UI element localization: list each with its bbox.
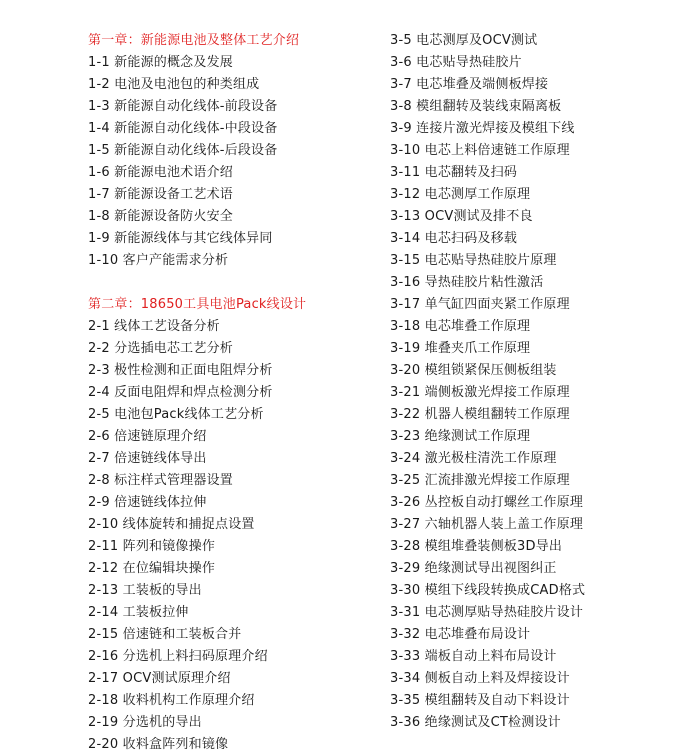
list-item: 1-6 新能源电池术语介绍: [88, 165, 233, 180]
list-item: 3-7 电芯堆叠及端侧板焊接: [390, 77, 549, 92]
list-item: 3-5 电芯测厚及OCV测试: [390, 33, 538, 48]
list-item: 3-22 机器人模组翻转工作原理: [390, 407, 570, 422]
list-item: 2-16 分选机上料扫码原理介绍: [88, 649, 268, 664]
list-item: 3-21 端侧板激光焊接工作原理: [390, 385, 570, 400]
chapter1-title: 第一章：新能源电池及整体工艺介绍: [88, 33, 300, 48]
list-item: 2-2 分选插电芯工艺分析: [88, 341, 233, 356]
list-item: 3-20 模组锁紧保压侧板组装: [390, 363, 557, 378]
list-item: 2-3 极性检测和正面电阻焊分析: [88, 363, 273, 378]
list-item: 3-18 电芯堆叠工作原理: [390, 319, 531, 334]
list-item: 2-14 工装板拉伸: [88, 605, 189, 620]
left-column: [88, 30, 378, 756]
list-item: 3-11 电芯翻转及扫码: [390, 165, 518, 180]
list-item: 3-33 端板自动上料布局设计: [390, 649, 557, 664]
list-item: 2-9 倍速链线体拉伸: [88, 495, 207, 510]
list-item: 3-30 模组下线段转换成CAD格式: [390, 583, 586, 598]
list-item: 3-36 绝缘测试及CT检测设计: [390, 715, 561, 730]
list-item: 3-17 单气缸四面夹紧工作原理: [390, 297, 570, 312]
list-item: 3-29 绝缘测试导出视图纠正: [390, 561, 557, 576]
list-item: 2-15 倍速链和工装板合并: [88, 627, 242, 642]
list-item: 1-10 客户产能需求分析: [88, 253, 229, 268]
list-item: 2-8 标注样式管理器设置: [88, 473, 233, 488]
list-item: 3-26 丛控板自动打螺丝工作原理: [390, 495, 584, 510]
list-item: 3-13 OCV测试及排不良: [390, 209, 533, 224]
list-item: 3-34 侧板自动上料及焊接设计: [390, 671, 570, 686]
list-item: 3-35 模组翻转及自动下料设计: [390, 693, 570, 708]
list-item: 2-4 反面电阻焊和焊点检测分析: [88, 385, 273, 400]
list-item: 2-12 在位编辑块操作: [88, 561, 216, 576]
list-item: 2-7 倍速链线体导出: [88, 451, 207, 466]
list-item: 2-13 工装板的导出: [88, 583, 202, 598]
list-item: 3-27 六轴机器人装上盖工作原理: [390, 517, 584, 532]
list-item: 3-31 电芯测厚贴导热硅胶片设计: [390, 605, 584, 620]
list-item: 3-19 堆叠夹爪工作原理: [390, 341, 531, 356]
list-item: 3-28 模组堆叠装侧板3D导出: [390, 539, 563, 554]
list-item: 2-11 阵列和镜像操作: [88, 539, 216, 554]
list-item: 2-1 线体工艺设备分析: [88, 319, 220, 334]
list-item: 3-32 电芯堆叠布局设计: [390, 627, 531, 642]
list-item: 2-10 线体旋转和捕捉点设置: [88, 517, 255, 532]
list-item: 1-7 新能源设备工艺术语: [88, 187, 233, 202]
list-item: 3-10 电芯上料倍速链工作原理: [390, 143, 570, 158]
list-item: 3-9 连接片激光焊接及模组下线: [390, 121, 575, 136]
section-spacer: [88, 272, 378, 294]
list-item: 1-5 新能源自动化线体-后段设备: [88, 143, 278, 158]
list-item: 2-19 分选机的导出: [88, 715, 202, 730]
chapter2-title: 第二章：18650工具电池Pack线设计: [88, 297, 307, 312]
list-item: 2-18 收料机构工作原理介绍: [88, 693, 255, 708]
list-item: 1-8 新能源设备防火安全: [88, 209, 233, 224]
list-item: 1-9 新能源线体与其它线体异同: [88, 231, 273, 246]
list-item: 3-8 模组翻转及装线束隔离板: [390, 99, 562, 114]
list-item: 3-6 电芯贴导热硅胶片: [390, 55, 522, 70]
list-item: 2-6 倍速链原理介绍: [88, 429, 207, 444]
list-item: 3-23 绝缘测试工作原理: [390, 429, 531, 444]
list-item: 1-4 新能源自动化线体-中段设备: [88, 121, 278, 136]
list-item: 3-25 汇流排激光焊接工作原理: [390, 473, 570, 488]
list-item: 1-1 新能源的概念及发展: [88, 55, 233, 70]
list-item: 3-12 电芯测厚工作原理: [390, 187, 531, 202]
list-item: 2-5 电池包Pack线体工艺分析: [88, 407, 264, 422]
list-item: 1-2 电池及电池包的种类组成: [88, 77, 260, 92]
list-item: 3-15 电芯贴导热硅胶片原理: [390, 253, 557, 268]
list-item: 3-24 激光极柱清洗工作原理: [390, 451, 557, 466]
right-column: [390, 30, 690, 734]
list-item: 2-20 收料盒阵列和镜像: [88, 737, 229, 752]
list-item: 3-16 导热硅胶片粘性激活: [390, 275, 544, 290]
list-item: 1-3 新能源自动化线体-前段设备: [88, 99, 278, 114]
list-item: 3-14 电芯扫码及移载: [390, 231, 518, 246]
list-item: 2-17 OCV测试原理介绍: [88, 671, 231, 686]
